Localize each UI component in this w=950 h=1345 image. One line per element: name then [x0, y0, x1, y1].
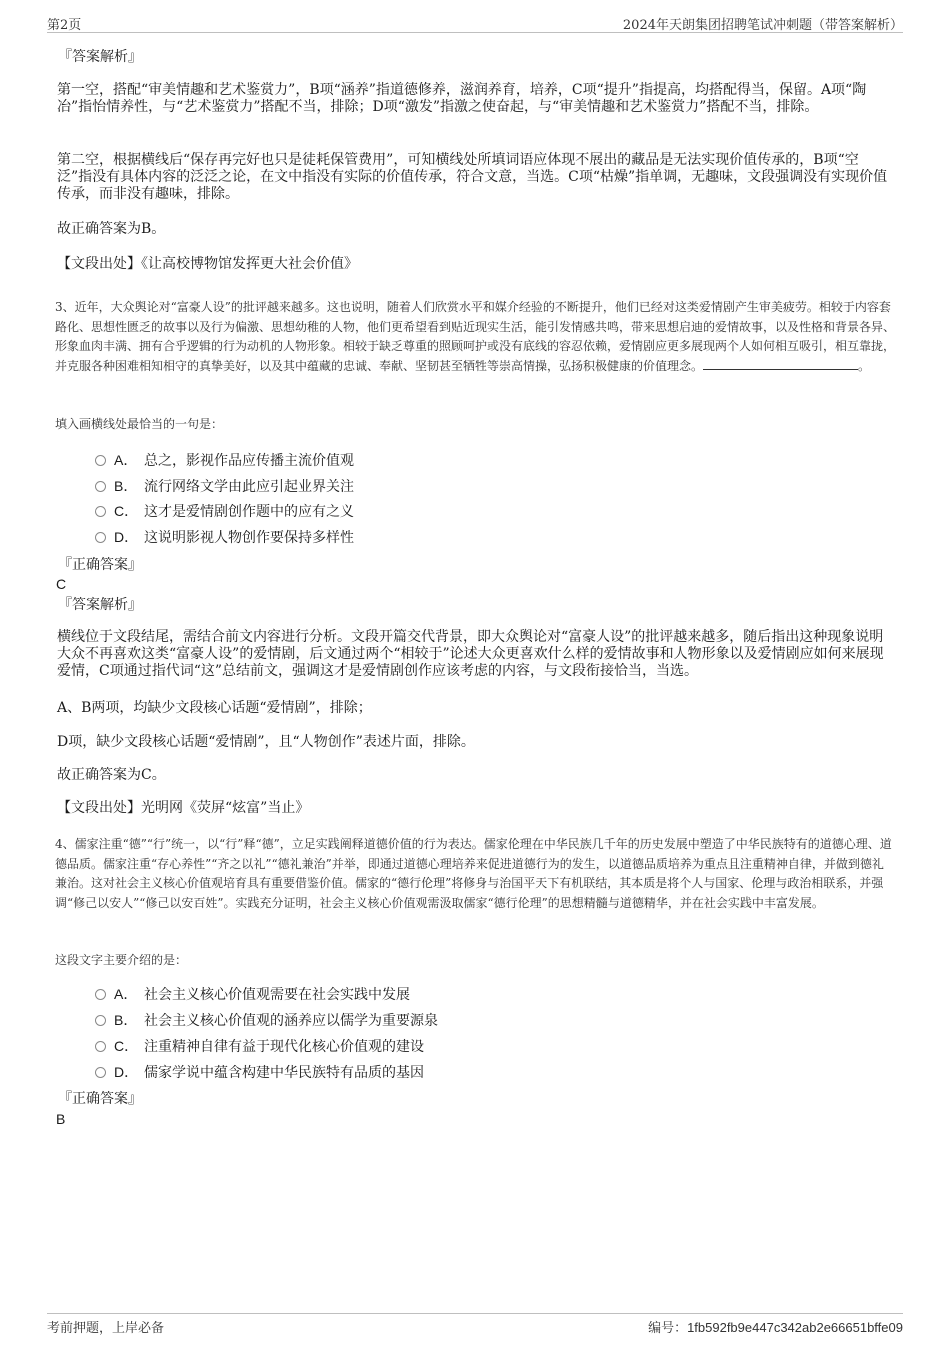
- page-footer: [47, 1313, 903, 1336]
- question-3-body: 3、近年，大众舆论对“富豪人设”的批评越来越多。这也说明，随着人们欣赏水平和媒介经验的不断提升，他们已经对这类爱情剧产生审美疲劳。相较于内容套路化、思想性匮乏的故事以及行为偏激、思想幼稚的人物，他们更希望看到贴近现实生活，能引发情感共鸣，带来思想启迪的爱情故事，以及性格和背景各异、形象血肉丰满、拥有合乎逻辑的行为动机的人物形象。相较于缺乏尊重的照顾呵护或没有底线的容忍依赖，爱情剧应更多展现两个人如何相互吸引，相互靠拢，并克服各种困难相知相守的真挚美好，以及其中蕴藏的忠诚、奉献、坚韧甚至牺牲等崇高情操，弘扬积极健康的价值理念。: [55, 300, 896, 373]
- footer-slogan: 考前押题，上岸必备: [47, 1321, 165, 1336]
- option-a[interactable]: A． 社会主义核心价值观需要在社会实践中发展: [95, 985, 410, 1004]
- footer-serial: 编号：1fb592fb9e447c342ab2e66651bffe09: [648, 1320, 903, 1335]
- analysis-paragraph: D项，缺少文段核心话题“爱情剧”，且“人物创作”表述片面，排除。: [57, 734, 475, 750]
- radio-icon[interactable]: [95, 989, 106, 1000]
- option-c[interactable]: C． 这才是爱情剧创作题中的应有之义: [95, 502, 354, 521]
- radio-icon[interactable]: [95, 1041, 106, 1052]
- option-c[interactable]: C． 注重精神自律有益于现代化核心价值观的建设: [95, 1037, 424, 1056]
- analysis-conclusion: 故正确答案为C。: [57, 767, 166, 783]
- question-3-text: [55, 298, 895, 376]
- radio-icon[interactable]: [95, 532, 106, 543]
- radio-icon[interactable]: [95, 506, 106, 517]
- question-3-prompt: 填入画横线处最恰当的一句是：: [55, 417, 224, 431]
- analysis-paragraph: 第一空，搭配“审美情趣和艺术鉴赏力”，B项“涵养”指道德修养，滋润养育，培养，C项“提升”指提高，均搭配得当，保留。A项“陶冶”指怡情养性，与“艺术鉴赏力”搭配不当，排除；D项“激发”指激之使奋起，与“审美情趣和艺术鉴赏力”搭配不当，排除。: [57, 82, 867, 115]
- page-number: 第2页: [47, 18, 82, 33]
- document-title: 2024年天朗集团招聘笔试冲刺题（带答案解析）: [622, 18, 903, 33]
- question-4-text: 4、儒家注重“德”“行”统一，以“行”释“德”，立足实践阐释道德价值的行为表达。儒家伦理在中华民族几千年的历史发展中塑造了中华民族特有的道德心理、道德品质。儒家注重“存心养性”“齐之以礼”“德礼兼治”并举，即通过道德心理培养来促进道德行为的发生，以道德品质培养为重点且注重精神自律，并做到德礼兼治。这对社会主义核心价值观培育具有重要借鉴价值。儒家的“德行伦理”将修身与治国平天下有机联结，其本质是将个人与国家、伦理与政治相联系，并强调“修己以安人”“修己以安百姓”。实践充分证明，社会主义核心价值观需汲取儒家“德行伦理”的思想精髓与道德精华，并在社会实践中丰富发展。: [55, 837, 892, 910]
- analysis-conclusion: 故正确答案为B。: [57, 221, 166, 237]
- analysis-paragraph: A、B两项，均缺少文段核心话题“爱情剧”，排除；: [57, 700, 372, 716]
- correct-answer: C: [56, 576, 67, 592]
- analysis-label: 『答案解析』: [58, 597, 142, 613]
- question-3-tail: 。: [858, 358, 871, 373]
- radio-icon[interactable]: [95, 455, 106, 466]
- analysis-label: 『答案解析』: [58, 49, 142, 65]
- correct-answer-label: 『正确答案』: [58, 557, 142, 573]
- correct-answer-label: 『正确答案』: [58, 1091, 142, 1107]
- question-4-prompt: 这段文字主要介绍的是：: [55, 953, 188, 967]
- radio-icon[interactable]: [95, 1067, 106, 1078]
- fill-blank: [703, 359, 858, 370]
- radio-icon[interactable]: [95, 481, 106, 492]
- option-b[interactable]: B． 社会主义核心价值观的涵养应以儒学为重要源泉: [95, 1011, 438, 1030]
- correct-answer: B: [56, 1111, 66, 1127]
- source-note: 【文段出处】光明网《荧屏“炫富”当止》: [57, 800, 310, 816]
- option-d[interactable]: D． 儒家学说中蕴含构建中华民族特有品质的基因: [95, 1063, 424, 1082]
- option-b[interactable]: B． 流行网络文学由此应引起业界关注: [95, 477, 354, 496]
- option-d[interactable]: D． 这说明影视人物创作要保持多样性: [95, 528, 354, 547]
- analysis-paragraph: 第二空，根据横线后“保存再完好也只是徒耗保管费用”，可知横线处所填词语应体现不展出的藏品是无法实现价值传承的，B项“空泛”指没有具体内容的泛泛之论，在文中指没有实际的价值传承，符合文意，当选。C项“枯燥”指单调，无趣味，文段强调没有实现价值传承，而非没有趣味，排除。: [57, 152, 888, 202]
- radio-icon[interactable]: [95, 1015, 106, 1026]
- option-a[interactable]: A． 总之，影视作品应传播主流价值观: [95, 451, 354, 470]
- analysis-paragraph: 横线位于文段结尾，需结合前文内容进行分析。文段开篇交代背景，即大众舆论对“富豪人设”的批评越来越多，随后指出这种现象说明大众不再喜欢这类“富豪人设”的爱情剧，后文通过两个“相较于”论述大众更喜欢什么样的爱情故事和人物形象以及爱情剧应如何来展现爱情，C项通过指代词“这”总结前文，强调这才是爱情剧创作应该考虑的内容，与文段衔接恰当，当选。: [57, 629, 884, 679]
- source-note: 【文段出处】《让高校博物馆发挥更大社会价值》: [57, 256, 358, 272]
- page-header: [47, 14, 903, 33]
